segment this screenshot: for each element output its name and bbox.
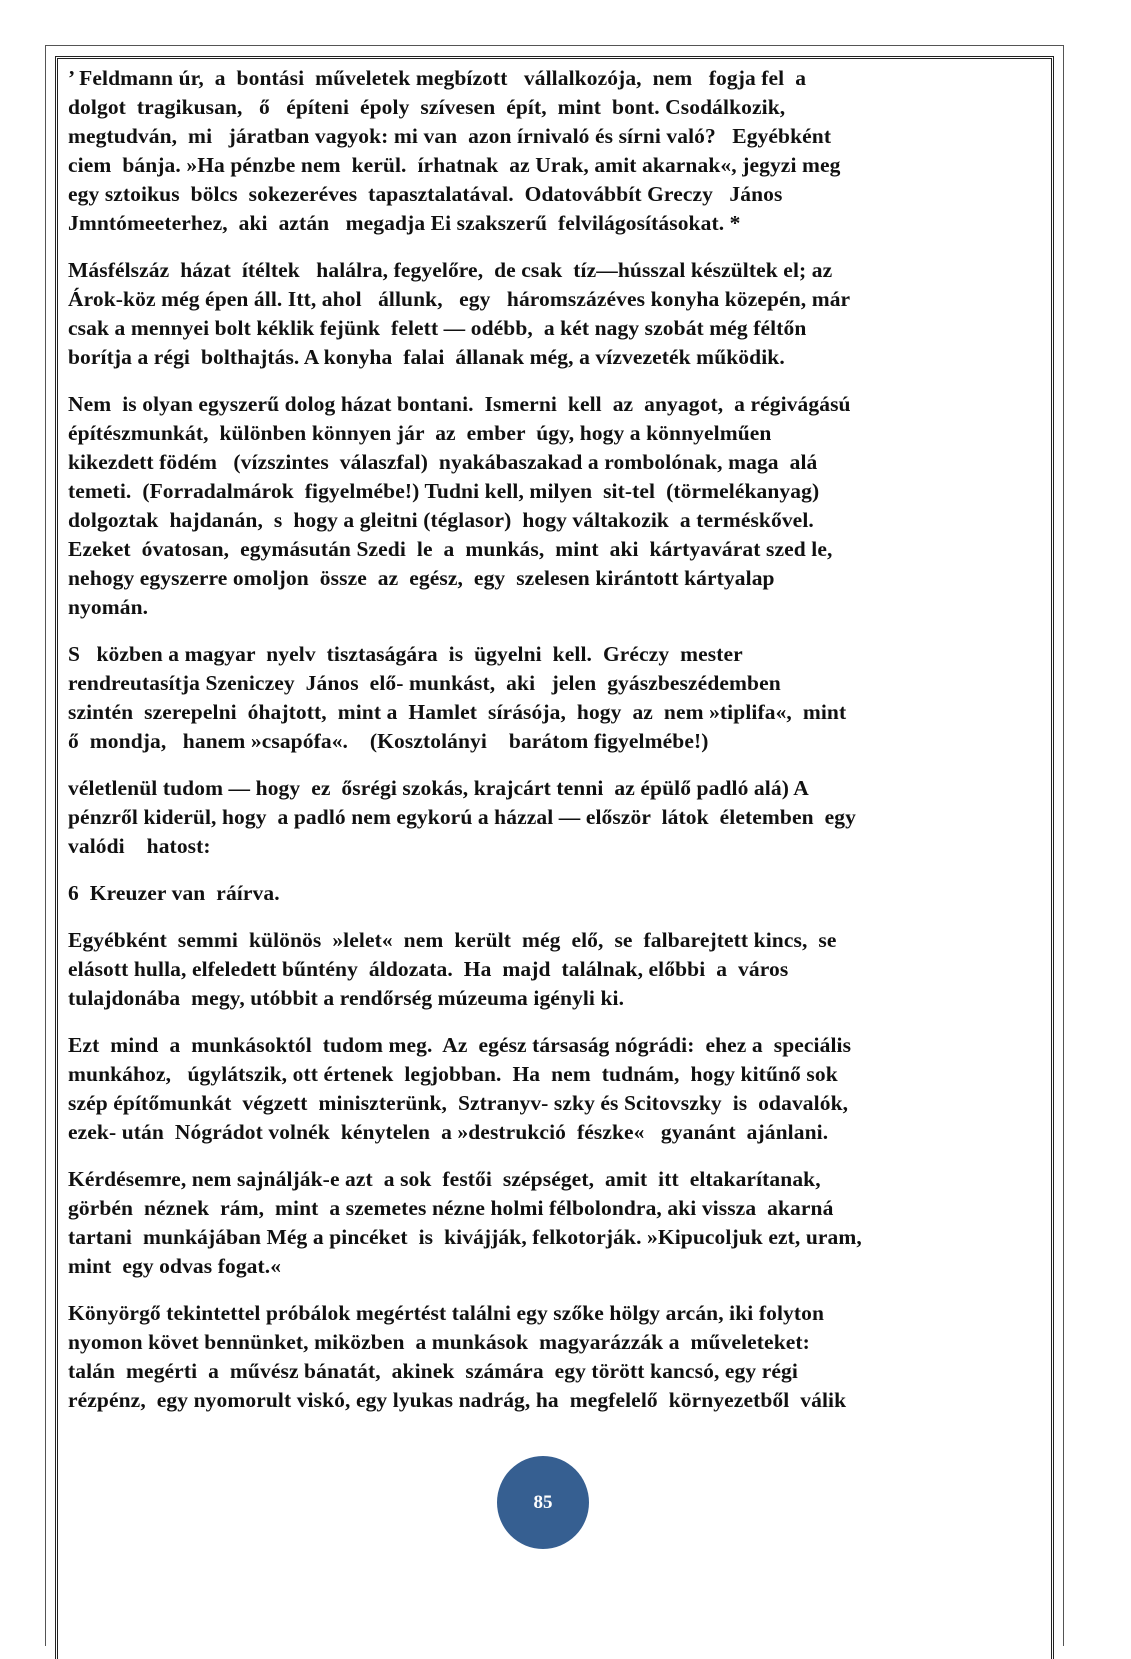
paragraph	[68, 926, 1043, 1013]
text-line: Nem is olyan egyszerű dolog házat bontani. Ismerni kell az anyagot, a régivágású	[68, 392, 851, 416]
paragraph	[68, 879, 1043, 908]
page-number: 85	[533, 1491, 553, 1513]
text-line: csak a mennyei bolt kéklik fejünk felett — odébb, a két nagy szobát még féltőn	[68, 316, 807, 340]
text-line: temeti. (Forradalmárok figyelmébe!) Tudni kell, milyen sit-tel (törmelékanyag)	[68, 479, 820, 503]
text-line: nyomán.	[68, 595, 149, 619]
paragraph	[68, 1031, 1043, 1147]
text-line: Könyörgő tekintettel próbálok megértést találni egy szőke hölgy arcán, iki folyton	[68, 1301, 825, 1325]
text-line: 6 Kreuzer van ráírva.	[68, 881, 280, 905]
text-line: ő mondja, hanem »csapófa«. (Kosztolányi barátom figyelmébe!)	[68, 729, 709, 753]
paragraph	[68, 774, 1043, 861]
paragraph	[68, 1165, 1043, 1281]
text-line: görbén néznek rám, mint a szemetes nézne holmi félbolondra, aki vissza akarná	[68, 1196, 834, 1220]
paragraph	[68, 64, 1043, 238]
text-line: ciem bánja. »Ha pénzbe nem kerül. írhatnak az Urak, amit akarnak«, jegyzi meg	[68, 153, 841, 177]
text-line: Egyébként semmi különös »lelet« nem került még elő, se falbarejtett kincs, se	[68, 928, 837, 952]
text-line: kikezdett födém (vízszintes válaszfal) nyakábaszakad a rombolónak, maga alá	[68, 450, 818, 474]
text-line: ’ Feldmann úr, a bontási műveletek megbízott vállalkozója, nem fogja fel a	[68, 66, 807, 90]
text-line: megtudván, mi járatban vagyok: mi van azon írnivaló és sírni való? Egyébként	[68, 124, 832, 148]
text-line: talán megérti a művész bánatát, akinek számára egy törött kancsó, egy régi	[68, 1359, 798, 1383]
text-line: elásott hulla, elfeledett bűntény áldozata. Ha majd találnak, előbbi a város	[68, 957, 789, 981]
paragraph	[68, 1299, 1043, 1415]
text-line: ezek- után Nógrádot volnék kénytelen a »destrukció fészke« gyanánt ajánlani.	[68, 1120, 829, 1144]
text-line: Árok-köz még épen áll. Itt, ahol állunk, egy háromszázéves konyha közepén, már	[68, 287, 851, 311]
text-line: S közben a magyar nyelv tisztaságára is ügyelni kell. Gréczy mester	[68, 642, 743, 666]
text-line: szép építőmunkát végzett miniszterünk, Sztranyv- szky és Scitovszky is odavalók,	[68, 1091, 849, 1115]
text-line: munkához, úgylátszik, ott értenek legjobban. Ha nem tudnám, hogy kitűnő sok	[68, 1062, 838, 1086]
paragraph	[68, 256, 1043, 372]
text-line: egy sztoikus bölcs sokezeréves tapasztalatával. Odatovábbít Greczy János	[68, 182, 783, 206]
text-line: Másfélszáz házat ítéltek halálra, fegyelőre, de csak tíz—hússzal készültek el; az	[68, 258, 833, 282]
text-line: Jmntómeeterhez, aki aztán megadja Ei szakszerű felvilágosításokat. *	[68, 211, 741, 235]
text-line: borítja a régi bolthajtás. A konyha falai állanak még, a vízvezeték működik.	[68, 345, 785, 369]
text-line: nyomon követ bennünket, miközben a munkások magyarázzák a műveleteket:	[68, 1330, 810, 1354]
body-text	[68, 64, 1043, 1433]
page-number-badge	[497, 1456, 589, 1549]
text-line: véletlenül tudom — hogy ez ősrégi szokás, krajcárt tenni az épülő padló alá) A	[68, 776, 809, 800]
text-line: rézpénz, egy nyomorult viskó, egy lyukas nadrág, ha megfelelő környezetből válik	[68, 1388, 847, 1412]
text-line: építészmunkát, különben könnyen jár az ember úgy, hogy a könnyelműen	[68, 421, 772, 445]
paragraph	[68, 390, 1043, 622]
text-line: tartani munkájában Még a pincéket is kivájják, felkotorják. »Kipucoljuk ezt, uram,	[68, 1225, 862, 1249]
text-line: nehogy egyszerre omoljon össze az egész, egy szelesen kirántott kártyalap	[68, 566, 775, 590]
text-line: szintén szerepelni óhajtott, mint a Hamlet sírásója, hogy az nem »tiplifa«, mint	[68, 700, 847, 724]
text-line: rendreutasítja Szeniczey János elő- munkást, aki jelen gyászbeszédemben	[68, 671, 781, 695]
text-line: Kérdésemre, nem sajnálják-e azt a sok festői szépséget, amit itt eltakarítanak,	[68, 1167, 821, 1191]
paragraph	[68, 640, 1043, 756]
text-line: dolgoztak hajdanán, s hogy a gleitni (téglasor) hogy váltakozik a terméskővel.	[68, 508, 814, 532]
text-line: Ezeket óvatosan, egymásután Szedi le a munkás, mint aki kártyavárat szed le,	[68, 537, 833, 561]
text-line: Ezt mind a munkásoktól tudom meg. Az egész társaság nógrádi: ehez a speciális	[68, 1033, 852, 1057]
text-line: tulajdonába megy, utóbbit a rendőrség múzeuma igényli ki.	[68, 986, 625, 1010]
text-line: dolgot tragikusan, ő építeni époly szívesen épít, mint bont. Csodálkozik,	[68, 95, 786, 119]
text-line: valódi hatost:	[68, 834, 211, 858]
text-line: pénzről kiderül, hogy a padló nem egykorú a házzal — először látok életemben egy	[68, 805, 856, 829]
text-line: mint egy odvas fogat.«	[68, 1254, 282, 1278]
